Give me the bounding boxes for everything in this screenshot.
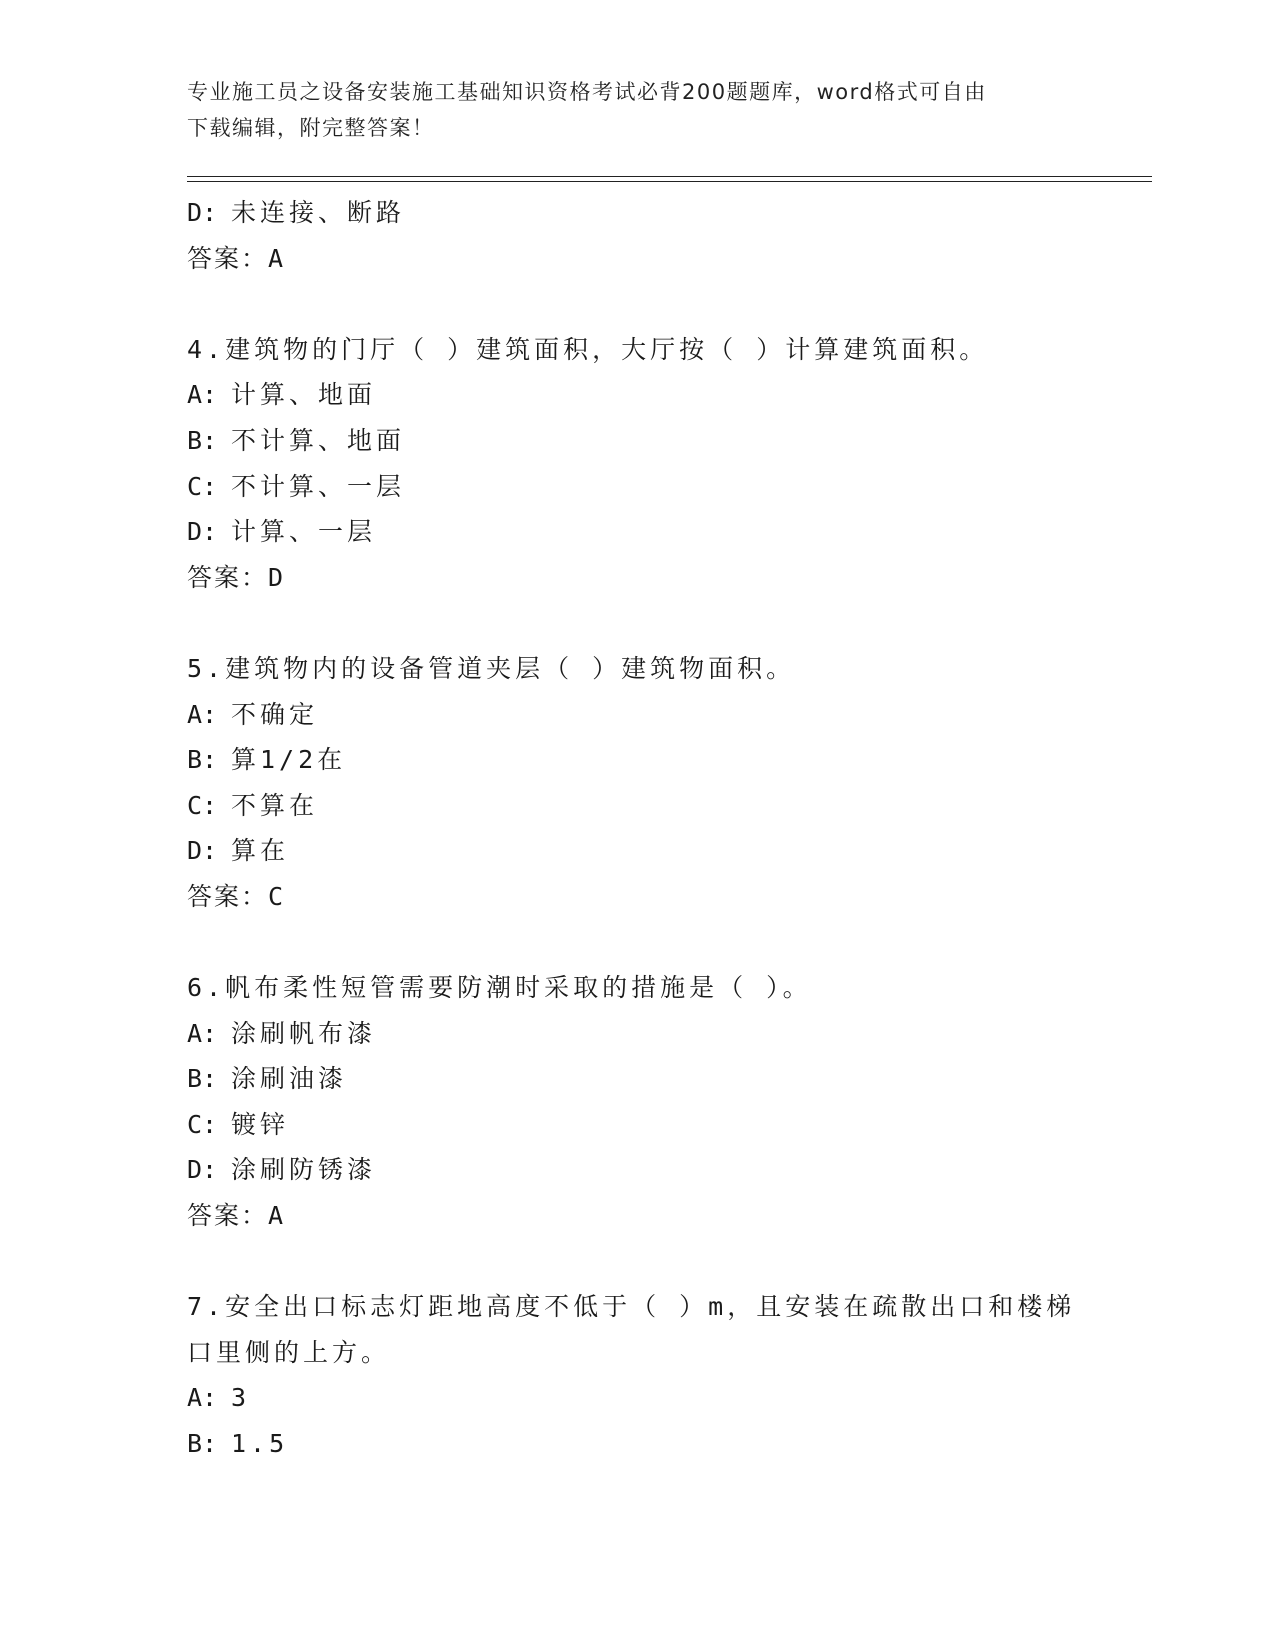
- spacer: [187, 1239, 1147, 1285]
- option-text: 不计算、一层: [231, 471, 406, 501]
- header-title-line-1: 专业施工员之设备安装施工基础知识资格考试必背200题题库，word格式可自由: [187, 80, 987, 104]
- option-a: [187, 1375, 1147, 1421]
- option-c: [187, 783, 1147, 829]
- header-divider: [187, 176, 1152, 182]
- option-a: [187, 692, 1147, 738]
- answer-value: C: [268, 881, 284, 911]
- option-text: 算在: [231, 836, 290, 866]
- option-c: [187, 1102, 1147, 1148]
- option-letter: B:: [187, 425, 218, 455]
- option-text: 1.5: [231, 1429, 289, 1459]
- answer-line: [187, 874, 1147, 920]
- answer-label: 答案：: [187, 243, 269, 273]
- answer-line: [187, 555, 1147, 601]
- spacer: [187, 920, 1147, 966]
- answer-value: A: [268, 1201, 284, 1231]
- option-text: 涂刷防锈漆: [231, 1155, 377, 1185]
- option-text: 不算在: [231, 790, 319, 820]
- option-letter: C:: [187, 471, 218, 501]
- option-a: [187, 1011, 1147, 1057]
- option-letter: A:: [187, 699, 218, 729]
- question-stem-continued: 口里侧的上方。: [187, 1337, 391, 1367]
- question-list: [187, 190, 1147, 1467]
- option-letter: D:: [187, 517, 218, 547]
- option-b: [187, 737, 1147, 783]
- answer-line: [187, 1193, 1147, 1239]
- option-b: [187, 418, 1147, 464]
- option-text: 计算、一层: [231, 517, 377, 547]
- option-text: 未连接、断路: [231, 198, 406, 227]
- option-text: 涂刷油漆: [231, 1064, 348, 1094]
- answer-line: [187, 236, 1147, 282]
- option-text: 不确定: [231, 699, 319, 729]
- option-b: [187, 1421, 1147, 1467]
- spacer: [187, 281, 1147, 327]
- option-letter: D:: [187, 1155, 218, 1185]
- header-title-line-2: 下载编辑，附完整答案！: [187, 116, 435, 140]
- question-stem: 5.建筑物内的设备管道夹层（ ）建筑物面积。: [187, 653, 796, 683]
- option-text: 3: [231, 1383, 251, 1413]
- option-d: [187, 509, 1147, 555]
- answer-label: 答案：: [187, 562, 269, 592]
- option-letter: B:: [187, 1064, 218, 1094]
- option-letter: A:: [187, 380, 218, 410]
- option-a: [187, 372, 1147, 418]
- option-letter: D:: [187, 836, 218, 866]
- option-letter: B:: [187, 745, 218, 775]
- option-c: [187, 464, 1147, 510]
- option-d: [187, 1147, 1147, 1193]
- option-b: [187, 1056, 1147, 1102]
- answer-value: D: [268, 562, 284, 592]
- option-text: 镀锌: [231, 1109, 290, 1139]
- spacer: [187, 600, 1147, 646]
- answer-label: 答案：: [187, 1201, 269, 1231]
- option-d: [187, 190, 1147, 236]
- option-letter: A:: [187, 1383, 218, 1413]
- option-letter: A:: [187, 1018, 218, 1048]
- option-text: 不计算、地面: [231, 425, 406, 455]
- question-stem: 4.建筑物的门厅（ ）建筑面积，大厅按（ ）计算建筑面积。: [187, 334, 989, 364]
- option-text: 计算、地面: [231, 380, 377, 410]
- answer-value: A: [268, 243, 284, 273]
- question-stem: 7.安全出口标志灯距地高度不低于（ ）m，且安装在疏散出口和楼梯: [187, 1292, 1076, 1322]
- option-letter: B:: [187, 1429, 218, 1459]
- option-d: [187, 828, 1147, 874]
- answer-label: 答案：: [187, 881, 269, 911]
- page-header: [187, 74, 1067, 146]
- option-text: 算1/2在: [231, 745, 347, 775]
- option-letter: C:: [187, 1109, 218, 1139]
- question-stem: 6.帆布柔性短管需要防潮时采取的措施是（ ）。: [187, 973, 812, 1003]
- option-text: 涂刷帆布漆: [231, 1018, 377, 1048]
- option-letter: D:: [187, 198, 218, 227]
- option-letter: C:: [187, 790, 218, 820]
